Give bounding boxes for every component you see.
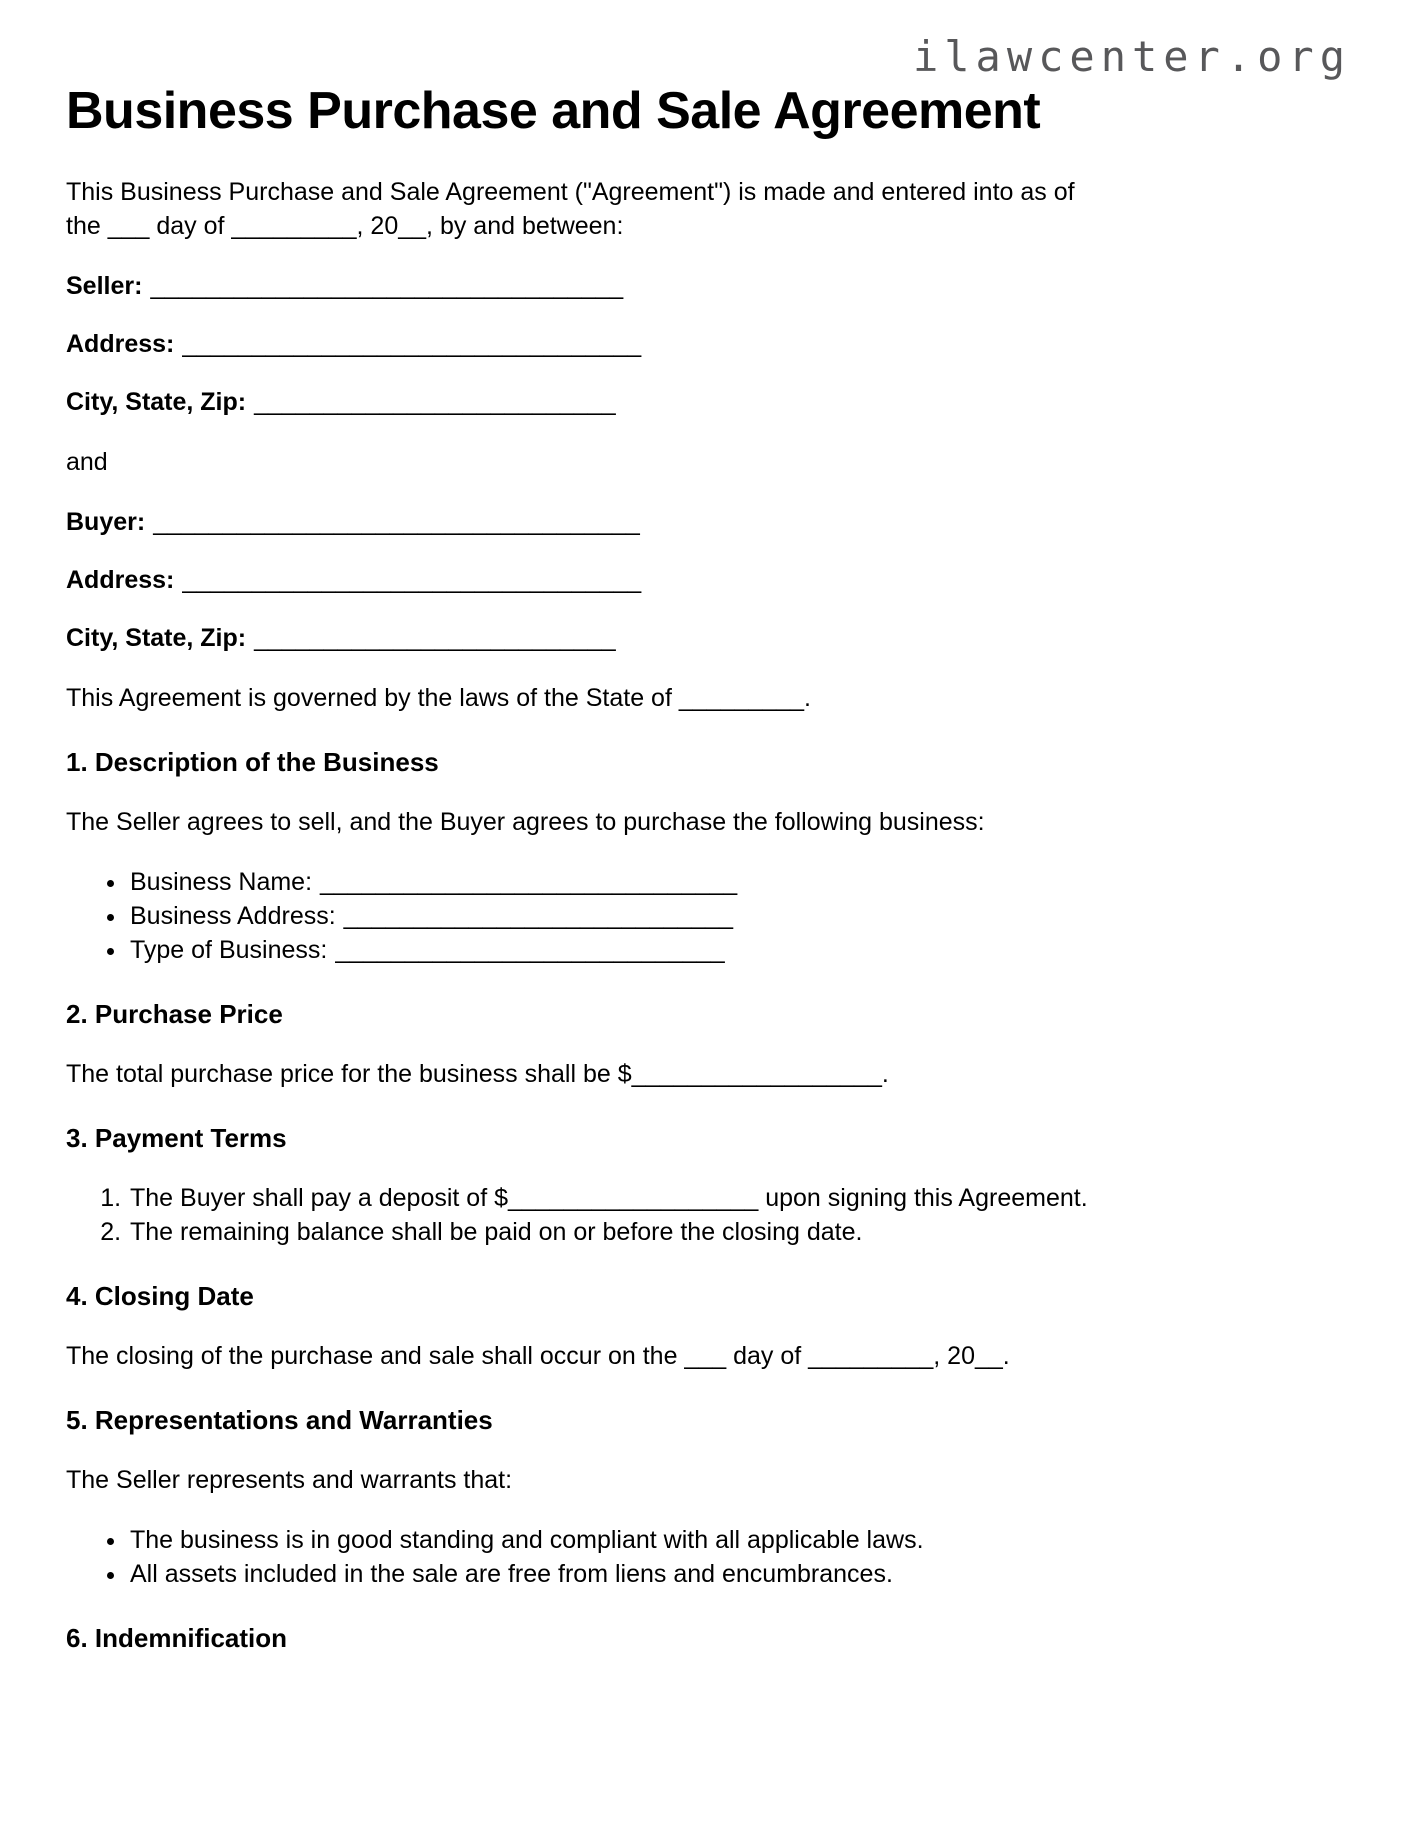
section-2-heading: 2. Purchase Price — [66, 998, 283, 1029]
payment-term-item-2: 2. The remaining balance shall be paid on or before the closing date. — [128, 1215, 1345, 1249]
buyer-blank-line: ___________________________________ — [153, 507, 640, 536]
seller-address-blank-line: _________________________________ — [182, 329, 642, 358]
warranties-intro: The Seller represents and warrants that: — [66, 1465, 513, 1494]
type-of-business-label: Type of Business: — [130, 935, 328, 964]
document-title: Business Purchase and Sale Agreement — [66, 82, 1041, 141]
seller-citystatezip-blank-line: __________________________ — [254, 387, 616, 416]
seller-address-field — [66, 327, 1345, 361]
payment-term-item-1: 1. The Buyer shall pay a deposit of $__________________ upon signing this Agreement. — [128, 1181, 1345, 1215]
business-name-blank-line: ______________________________ — [320, 867, 738, 896]
business-details-list — [66, 865, 1345, 967]
seller-blank-line: __________________________________ — [150, 271, 624, 300]
section-5-heading: 5. Representations and Warranties — [66, 1404, 493, 1435]
section-1-intro: The Seller agrees to sell, and the Buyer agrees to purchase the following business: — [66, 807, 985, 836]
buyer-citystatezip-label: City, State, Zip: — [66, 623, 247, 652]
business-name-label: Business Name: — [130, 867, 313, 896]
business-address-label: Business Address: — [130, 901, 336, 930]
seller-citystatezip-label: City, State, Zip: — [66, 387, 247, 416]
payment-terms-list — [66, 1181, 1345, 1249]
closing-date-paragraph: The closing of the purchase and sale shall occur on the ___ day of _________, 20__. — [66, 1341, 1010, 1370]
section-4-heading: 4. Closing Date — [66, 1280, 254, 1311]
business-address-item — [128, 899, 1345, 933]
type-of-business-item — [128, 933, 1345, 967]
buyer-address-field — [66, 563, 1345, 597]
logo-text: ilawcenter.org — [912, 32, 1351, 81]
seller-field — [66, 269, 1345, 303]
warranty-item-1: • The business is in good standing and compliant with all applicable laws. — [128, 1523, 1345, 1557]
warranty-item-2: • All assets included in the sale are free from liens and encumbrances. — [128, 1557, 1345, 1591]
seller-address-label: Address: — [66, 329, 175, 358]
seller-label: Seller: — [66, 271, 143, 300]
buyer-citystatezip-blank-line: __________________________ — [254, 623, 616, 652]
section-6-heading: 6. Indemnification — [66, 1622, 288, 1653]
governing-law-paragraph: This Agreement is governed by the laws of the State of _________. — [66, 683, 811, 712]
purchase-price-paragraph: The total purchase price for the business shall be $__________________. — [66, 1059, 889, 1088]
intro-paragraph — [66, 175, 1345, 243]
intro-line-1: This Business Purchase and Sale Agreement ("Agreement") is made and entered into as of — [66, 177, 1075, 206]
section-3-heading: 3. Payment Terms — [66, 1122, 287, 1153]
buyer-label: Buyer: — [66, 507, 146, 536]
buyer-address-label: Address: — [66, 565, 175, 594]
buyer-field — [66, 505, 1345, 539]
intro-line-2: the ___ day of _________, 20__, by and between: — [66, 211, 624, 240]
and-text: and — [66, 447, 108, 476]
section-1-heading: 1. Description of the Business — [66, 746, 439, 777]
business-name-item — [128, 865, 1345, 899]
buyer-citystatezip-field — [66, 621, 1345, 655]
seller-citystatezip-field — [66, 385, 1345, 419]
warranties-list — [66, 1523, 1345, 1591]
business-address-blank-line: ____________________________ — [343, 901, 733, 930]
type-of-business-blank-line: ____________________________ — [335, 935, 725, 964]
buyer-address-blank-line: _________________________________ — [182, 565, 642, 594]
